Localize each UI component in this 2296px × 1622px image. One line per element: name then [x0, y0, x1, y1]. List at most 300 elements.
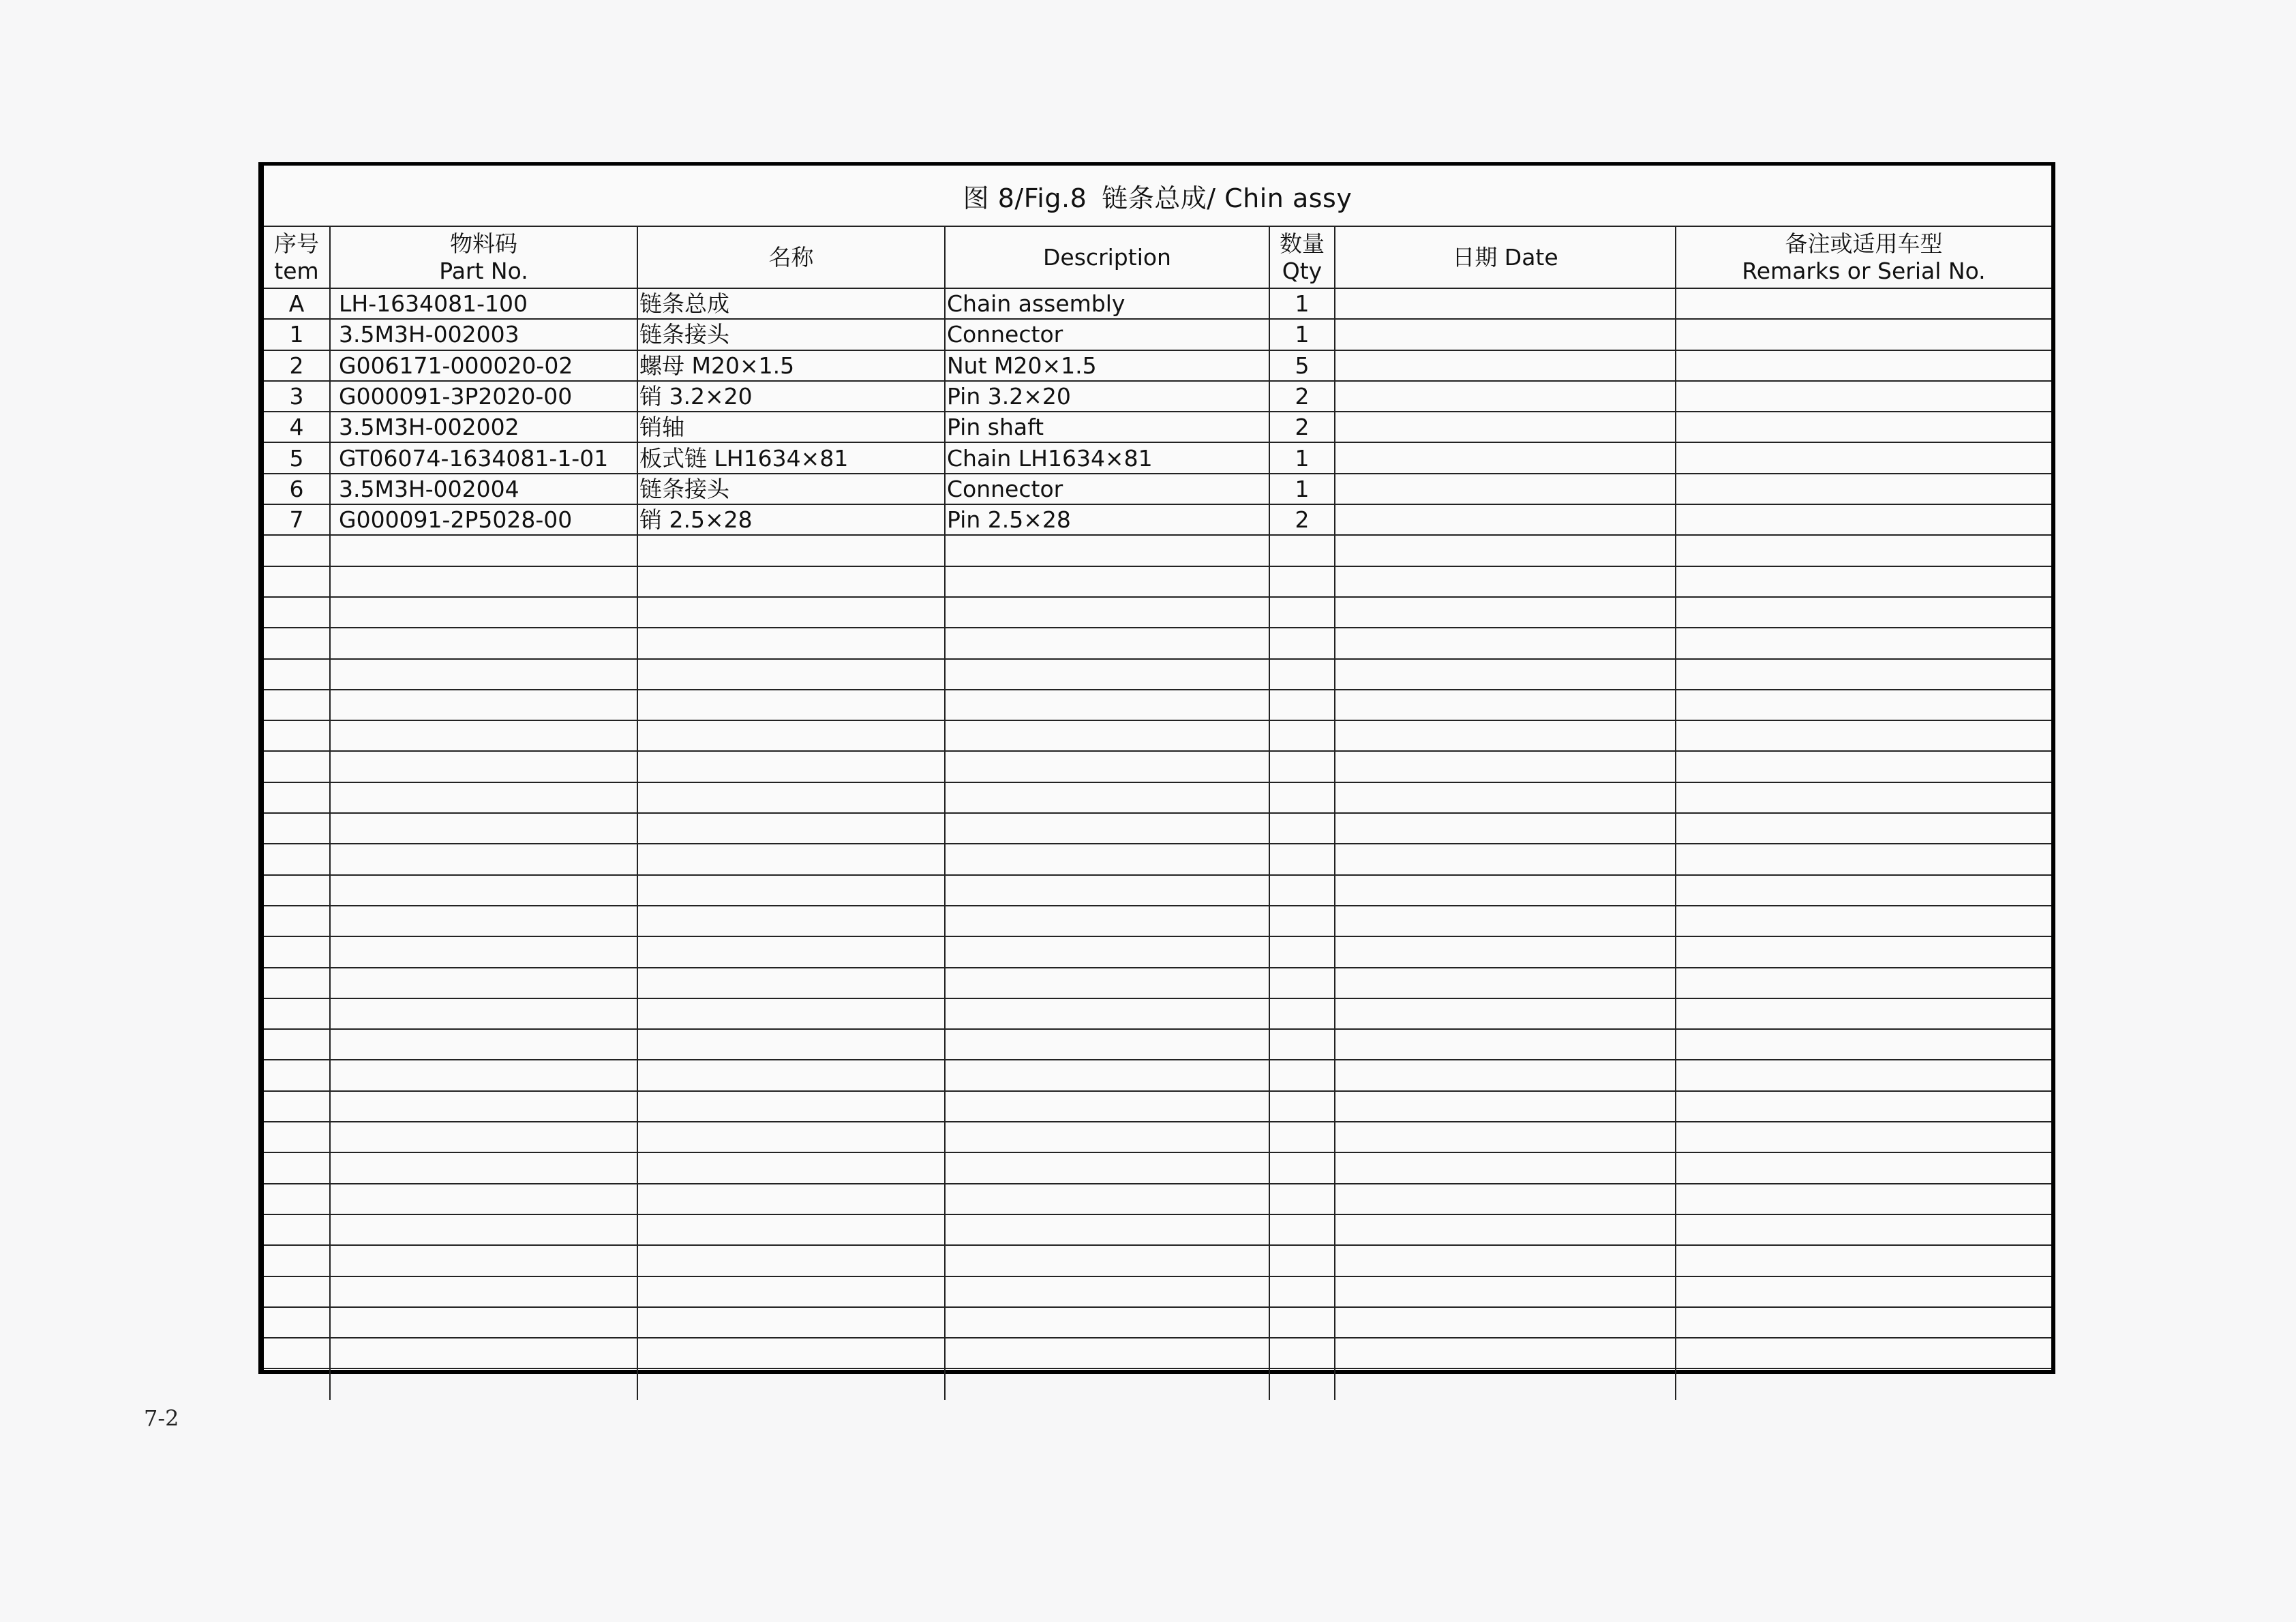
- cell-name: [637, 936, 945, 967]
- cell-qty: [1269, 597, 1335, 628]
- cell-part-no: [330, 968, 637, 998]
- cell-item: [264, 1276, 330, 1307]
- cell-qty: [1269, 1152, 1335, 1183]
- cell-remarks: [1676, 875, 2051, 906]
- cell-item: 7: [264, 504, 330, 535]
- cell-description: Connector: [945, 474, 1269, 504]
- cell-description: [945, 659, 1269, 690]
- cell-remarks: [1676, 936, 2051, 967]
- cell-remarks: [1676, 504, 2051, 535]
- cell-part-no: 3.5M3H-002004: [330, 474, 637, 504]
- cell-remarks: [1676, 1122, 2051, 1152]
- cell-date: [1335, 936, 1676, 967]
- cell-qty: [1269, 1060, 1335, 1090]
- cell-date: [1335, 288, 1676, 319]
- cell-remarks: [1676, 474, 2051, 504]
- cell-part-no: [330, 813, 637, 844]
- cell-item: [264, 1152, 330, 1183]
- cell-name: [637, 690, 945, 720]
- empty-table-row: [264, 751, 2051, 782]
- cell-qty: [1269, 1184, 1335, 1214]
- cell-item: [264, 566, 330, 597]
- cell-remarks: [1676, 906, 2051, 936]
- cell-date: [1335, 844, 1676, 874]
- cell-date: [1335, 1060, 1676, 1090]
- cell-description: [945, 535, 1269, 566]
- cell-qty: [1269, 628, 1335, 658]
- cell-date: [1335, 1307, 1676, 1338]
- cell-description: [945, 1214, 1269, 1245]
- cell-part-no: G006171-000020-02: [330, 350, 637, 381]
- cell-qty: [1269, 1245, 1335, 1276]
- cell-description: [945, 968, 1269, 998]
- cell-remarks: [1676, 442, 2051, 473]
- cell-name: [637, 1307, 945, 1338]
- cell-description: [945, 1307, 1269, 1338]
- empty-table-row: [264, 597, 2051, 628]
- cell-description: [945, 782, 1269, 813]
- empty-table-row: [264, 813, 2051, 844]
- cell-qty: [1269, 1091, 1335, 1122]
- cell-name: [637, 566, 945, 597]
- cell-description: [945, 998, 1269, 1029]
- cell-part-no: [330, 1060, 637, 1090]
- cell-date: [1335, 442, 1676, 473]
- empty-table-row: [264, 628, 2051, 658]
- cell-date: [1335, 504, 1676, 535]
- cell-description: Pin 2.5×28: [945, 504, 1269, 535]
- cell-part-no: [330, 535, 637, 566]
- cell-part-no: [330, 1245, 637, 1276]
- cell-date: [1335, 690, 1676, 720]
- cell-name: [637, 844, 945, 874]
- page-number: 7-2: [144, 1405, 179, 1431]
- cell-description: [945, 628, 1269, 658]
- cell-qty: 2: [1269, 504, 1335, 535]
- cell-part-no: [330, 1338, 637, 1368]
- cell-date: [1335, 535, 1676, 566]
- cell-part-no: [330, 659, 637, 690]
- parts-list-sheet: [258, 162, 2055, 1374]
- cell-date: [1335, 998, 1676, 1029]
- cell-item: [264, 659, 330, 690]
- cell-date: [1335, 566, 1676, 597]
- cell-description: [945, 1184, 1269, 1214]
- cell-qty: [1269, 998, 1335, 1029]
- cell-qty: [1269, 720, 1335, 751]
- table-row: [264, 319, 2051, 350]
- cell-remarks: [1676, 659, 2051, 690]
- cell-remarks: [1676, 350, 2051, 381]
- header-part-no-cn: 物料码: [450, 230, 517, 257]
- empty-table-row: [264, 968, 2051, 998]
- empty-table-row: [264, 1029, 2051, 1060]
- cell-name: [637, 535, 945, 566]
- cell-remarks: [1676, 998, 2051, 1029]
- cell-remarks: [1676, 782, 2051, 813]
- cell-description: [945, 1276, 1269, 1307]
- cell-date: [1335, 875, 1676, 906]
- cell-name: [637, 720, 945, 751]
- cell-name: 链条总成: [637, 288, 945, 319]
- assembly-name: 链条总成/ Chin assy: [1102, 183, 1353, 213]
- cell-name: [637, 813, 945, 844]
- empty-table-row: [264, 535, 2051, 566]
- cell-description: [945, 566, 1269, 597]
- cell-qty: [1269, 1368, 1335, 1399]
- cell-qty: [1269, 566, 1335, 597]
- cell-item: [264, 1184, 330, 1214]
- empty-table-row: [264, 1122, 2051, 1152]
- cell-qty: [1269, 844, 1335, 874]
- cell-description: [945, 813, 1269, 844]
- cell-remarks: [1676, 968, 2051, 998]
- cell-item: [264, 968, 330, 998]
- cell-date: [1335, 381, 1676, 412]
- cell-remarks: [1676, 1214, 2051, 1245]
- cell-description: Chain LH1634×81: [945, 442, 1269, 473]
- cell-item: [264, 1029, 330, 1060]
- table-row: [264, 474, 2051, 504]
- header-remarks: [1676, 227, 2051, 288]
- cell-name: [637, 875, 945, 906]
- cell-part-no: [330, 628, 637, 658]
- cell-name: [637, 597, 945, 628]
- cell-remarks: [1676, 319, 2051, 350]
- cell-part-no: [330, 1091, 637, 1122]
- cell-date: [1335, 628, 1676, 658]
- empty-table-row: [264, 1368, 2051, 1399]
- cell-name: 销轴: [637, 412, 945, 442]
- cell-qty: 2: [1269, 381, 1335, 412]
- cell-item: [264, 751, 330, 782]
- cell-date: [1335, 906, 1676, 936]
- header-item: [264, 227, 330, 288]
- cell-description: [945, 1152, 1269, 1183]
- cell-name: [637, 1214, 945, 1245]
- header-qty: [1269, 227, 1335, 288]
- table-header-row: [264, 227, 2051, 288]
- header-part-no: [330, 227, 637, 288]
- cell-item: [264, 1368, 330, 1399]
- cell-description: [945, 1245, 1269, 1276]
- empty-table-row: [264, 998, 2051, 1029]
- cell-description: [945, 875, 1269, 906]
- cell-part-no: 3.5M3H-002002: [330, 412, 637, 442]
- table-row: [264, 504, 2051, 535]
- cell-part-no: [330, 844, 637, 874]
- cell-remarks: [1676, 535, 2051, 566]
- cell-qty: [1269, 906, 1335, 936]
- empty-table-row: [264, 1060, 2051, 1090]
- cell-description: [945, 906, 1269, 936]
- cell-remarks: [1676, 751, 2051, 782]
- cell-part-no: [330, 1029, 637, 1060]
- cell-part-no: [330, 690, 637, 720]
- cell-qty: [1269, 1338, 1335, 1368]
- empty-table-row: [264, 1091, 2051, 1122]
- cell-item: 5: [264, 442, 330, 473]
- cell-name: [637, 906, 945, 936]
- cell-description: [945, 1368, 1269, 1399]
- cell-name: [637, 628, 945, 658]
- cell-item: [264, 628, 330, 658]
- table-row: [264, 381, 2051, 412]
- cell-date: [1335, 751, 1676, 782]
- cell-remarks: [1676, 597, 2051, 628]
- header-qty-cn: 数量: [1280, 230, 1325, 257]
- cell-description: [945, 1122, 1269, 1152]
- cell-part-no: [330, 936, 637, 967]
- cell-description: [945, 690, 1269, 720]
- cell-qty: [1269, 875, 1335, 906]
- figure-title: [264, 166, 2051, 227]
- cell-remarks: [1676, 1184, 2051, 1214]
- cell-part-no: [330, 875, 637, 906]
- cell-description: Pin shaft: [945, 412, 1269, 442]
- cell-part-no: [330, 566, 637, 597]
- cell-remarks: [1676, 1307, 2051, 1338]
- cell-date: [1335, 1214, 1676, 1245]
- cell-qty: [1269, 1029, 1335, 1060]
- cell-part-no: G000091-3P2020-00: [330, 381, 637, 412]
- empty-table-row: [264, 566, 2051, 597]
- cell-name: [637, 1368, 945, 1399]
- cell-date: [1335, 1091, 1676, 1122]
- cell-description: Connector: [945, 319, 1269, 350]
- cell-name: [637, 751, 945, 782]
- cell-part-no: [330, 720, 637, 751]
- cell-item: [264, 1214, 330, 1245]
- cell-part-no: [330, 998, 637, 1029]
- cell-date: [1335, 474, 1676, 504]
- cell-remarks: [1676, 1060, 2051, 1090]
- cell-description: [945, 936, 1269, 967]
- cell-date: [1335, 659, 1676, 690]
- header-item-en: tem: [274, 257, 319, 284]
- cell-item: [264, 597, 330, 628]
- cell-item: [264, 1091, 330, 1122]
- table-row: [264, 412, 2051, 442]
- cell-date: [1335, 813, 1676, 844]
- cell-date: [1335, 1152, 1676, 1183]
- cell-date: [1335, 1122, 1676, 1152]
- cell-name: [637, 659, 945, 690]
- cell-part-no: [330, 1368, 637, 1399]
- cell-qty: 1: [1269, 474, 1335, 504]
- empty-table-row: [264, 690, 2051, 720]
- cell-date: [1335, 1029, 1676, 1060]
- cell-remarks: [1676, 381, 2051, 412]
- cell-item: [264, 1307, 330, 1338]
- cell-qty: [1269, 690, 1335, 720]
- empty-table-row: [264, 1307, 2051, 1338]
- cell-part-no: [330, 1307, 637, 1338]
- cell-description: [945, 720, 1269, 751]
- cell-qty: 1: [1269, 319, 1335, 350]
- header-qty-en: Qty: [1282, 257, 1323, 284]
- cell-remarks: [1676, 412, 2051, 442]
- cell-item: A: [264, 288, 330, 319]
- header-date: 日期 Date: [1335, 227, 1676, 288]
- cell-item: [264, 875, 330, 906]
- cell-description: [945, 1060, 1269, 1090]
- empty-table-row: [264, 1184, 2051, 1214]
- cell-part-no: 3.5M3H-002003: [330, 319, 637, 350]
- cell-name: [637, 1338, 945, 1368]
- cell-qty: [1269, 535, 1335, 566]
- cell-part-no: LH-1634081-100: [330, 288, 637, 319]
- cell-qty: [1269, 813, 1335, 844]
- empty-table-row: [264, 782, 2051, 813]
- cell-qty: [1269, 936, 1335, 967]
- empty-table-row: [264, 844, 2051, 874]
- cell-remarks: [1676, 1276, 2051, 1307]
- cell-qty: [1269, 751, 1335, 782]
- cell-name: [637, 1060, 945, 1090]
- header-remarks-cn: 备注或适用车型: [1785, 230, 1943, 257]
- cell-name: 链条接头: [637, 319, 945, 350]
- cell-part-no: [330, 751, 637, 782]
- cell-remarks: [1676, 1152, 2051, 1183]
- cell-remarks: [1676, 1368, 2051, 1399]
- cell-remarks: [1676, 720, 2051, 751]
- cell-date: [1335, 350, 1676, 381]
- cell-description: Chain assembly: [945, 288, 1269, 319]
- cell-qty: 1: [1269, 442, 1335, 473]
- cell-date: [1335, 597, 1676, 628]
- cell-name: 板式链 LH1634×81: [637, 442, 945, 473]
- cell-qty: 1: [1269, 288, 1335, 319]
- cell-qty: [1269, 1122, 1335, 1152]
- cell-name: 链条接头: [637, 474, 945, 504]
- cell-description: Pin 3.2×20: [945, 381, 1269, 412]
- empty-table-row: [264, 1214, 2051, 1245]
- empty-table-row: [264, 1152, 2051, 1183]
- cell-remarks: [1676, 1245, 2051, 1276]
- table-row: [264, 442, 2051, 473]
- empty-table-row: [264, 1276, 2051, 1307]
- cell-date: [1335, 968, 1676, 998]
- cell-remarks: [1676, 288, 2051, 319]
- cell-description: [945, 1029, 1269, 1060]
- cell-item: [264, 998, 330, 1029]
- cell-part-no: [330, 1152, 637, 1183]
- cell-part-no: [330, 906, 637, 936]
- cell-remarks: [1676, 1091, 2051, 1122]
- cell-date: [1335, 1276, 1676, 1307]
- cell-part-no: [330, 1122, 637, 1152]
- empty-table-row: [264, 720, 2051, 751]
- cell-date: [1335, 720, 1676, 751]
- cell-name: [637, 1122, 945, 1152]
- cell-part-no: [330, 597, 637, 628]
- cell-name: [637, 1029, 945, 1060]
- cell-date: [1335, 1245, 1676, 1276]
- cell-item: 1: [264, 319, 330, 350]
- empty-table-row: [264, 906, 2051, 936]
- cell-name: [637, 968, 945, 998]
- cell-name: [637, 1152, 945, 1183]
- cell-name: [637, 1184, 945, 1214]
- cell-part-no: GT06074-1634081-1-01: [330, 442, 637, 473]
- cell-qty: [1269, 782, 1335, 813]
- cell-qty: [1269, 1214, 1335, 1245]
- cell-name: [637, 1091, 945, 1122]
- cell-date: [1335, 1368, 1676, 1399]
- cell-description: Nut M20×1.5: [945, 350, 1269, 381]
- cell-part-no: [330, 1214, 637, 1245]
- cell-part-no: G000091-2P5028-00: [330, 504, 637, 535]
- cell-item: 6: [264, 474, 330, 504]
- empty-table-row: [264, 1245, 2051, 1276]
- cell-name: 销 3.2×20: [637, 381, 945, 412]
- cell-item: [264, 1338, 330, 1368]
- cell-part-no: [330, 1184, 637, 1214]
- cell-remarks: [1676, 1338, 2051, 1368]
- cell-remarks: [1676, 813, 2051, 844]
- cell-name: [637, 998, 945, 1029]
- cell-item: [264, 1060, 330, 1090]
- header-part-no-en: Part No.: [439, 257, 528, 284]
- table-row: [264, 288, 2051, 319]
- parts-table: [264, 227, 2051, 1400]
- cell-item: [264, 1122, 330, 1152]
- cell-remarks: [1676, 844, 2051, 874]
- cell-item: [264, 906, 330, 936]
- parts-table-body: [264, 288, 2051, 1400]
- empty-table-row: [264, 1338, 2051, 1368]
- empty-table-row: [264, 875, 2051, 906]
- cell-qty: [1269, 1276, 1335, 1307]
- cell-item: 4: [264, 412, 330, 442]
- cell-part-no: [330, 1276, 637, 1307]
- cell-qty: 5: [1269, 350, 1335, 381]
- cell-item: 3: [264, 381, 330, 412]
- cell-item: [264, 535, 330, 566]
- cell-item: [264, 1245, 330, 1276]
- cell-item: [264, 813, 330, 844]
- header-name: 名称: [637, 227, 945, 288]
- cell-remarks: [1676, 690, 2051, 720]
- cell-remarks: [1676, 628, 2051, 658]
- empty-table-row: [264, 659, 2051, 690]
- header-item-cn: 序号: [274, 230, 319, 257]
- cell-description: [945, 1091, 1269, 1122]
- cell-qty: [1269, 1307, 1335, 1338]
- cell-item: [264, 690, 330, 720]
- cell-item: [264, 844, 330, 874]
- cell-date: [1335, 1184, 1676, 1214]
- cell-item: [264, 720, 330, 751]
- cell-date: [1335, 412, 1676, 442]
- cell-remarks: [1676, 566, 2051, 597]
- cell-name: [637, 1276, 945, 1307]
- cell-qty: 2: [1269, 412, 1335, 442]
- header-description: Description: [945, 227, 1269, 288]
- figure-number: 图 8/Fig.8: [963, 183, 1087, 213]
- cell-description: [945, 1338, 1269, 1368]
- cell-name: [637, 1245, 945, 1276]
- cell-name: 销 2.5×28: [637, 504, 945, 535]
- cell-part-no: [330, 782, 637, 813]
- cell-description: [945, 597, 1269, 628]
- cell-qty: [1269, 968, 1335, 998]
- cell-date: [1335, 782, 1676, 813]
- cell-name: 螺母 M20×1.5: [637, 350, 945, 381]
- cell-description: [945, 751, 1269, 782]
- cell-qty: [1269, 659, 1335, 690]
